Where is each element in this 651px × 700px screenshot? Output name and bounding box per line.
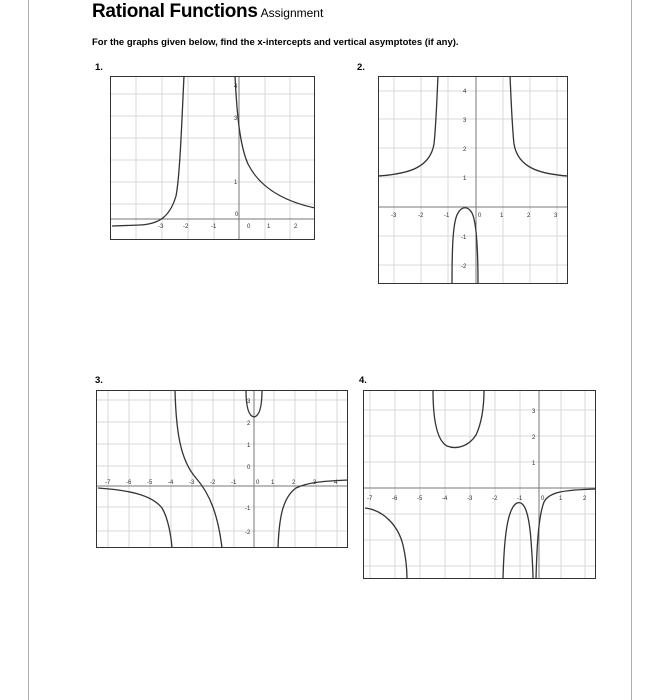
graph-1: [110, 76, 315, 240]
graph-2-x-tick: 1: [500, 213, 504, 219]
graph-2-y-tick: 4: [463, 89, 467, 95]
graph-4-x-tick: -3: [467, 496, 473, 502]
graph-2-x-tick: 2: [527, 213, 531, 219]
problem-4-number: 4.: [359, 375, 367, 386]
graph-3-x-tick: 3: [313, 480, 317, 486]
graph-1-y-tick: 1: [234, 180, 238, 186]
graph-3-x-tick: -1: [231, 480, 237, 486]
graph-2-y-tick: 1: [463, 176, 467, 182]
graph-3-x-tick: 1: [271, 480, 275, 486]
graph-3-x-tick: -7: [105, 480, 111, 486]
problem-3-number: 3.: [95, 375, 103, 386]
graph-2-y-tick: -2: [461, 264, 467, 270]
graph-3-x-tick: -2: [210, 480, 216, 486]
graph-4-y-tick: 1: [532, 461, 536, 467]
graph-4-x-tick: -1: [517, 496, 523, 502]
graph-2-y-tick: 3: [463, 118, 467, 124]
graph-4-x-tick: 2: [583, 496, 587, 502]
graph-3-y-tick: 3: [247, 399, 251, 405]
graph-3-x-tick: -6: [126, 480, 132, 486]
graph-1-y-tick: 4: [234, 84, 238, 90]
graph-4: [363, 390, 596, 579]
title-subtitle: Assignment: [260, 6, 324, 20]
graph-2-x-tick: 3: [554, 213, 558, 219]
graph-1-x-tick: 0: [247, 224, 251, 230]
graph-1-y-tick: 3: [234, 116, 238, 122]
graph-4-x-tick: -5: [417, 496, 423, 502]
graph-2: [378, 76, 568, 284]
graph-3-y-tick: 1: [247, 443, 251, 449]
graph-2-y-tick: -1: [461, 235, 467, 241]
graph-3-y-tick: 0: [247, 465, 251, 471]
instructions: For the graphs given below, find the x-intercepts and vertical asymptotes (if any).: [92, 37, 459, 48]
worksheet-title: [92, 1, 323, 23]
graph-2-x-tick: -1: [444, 213, 450, 219]
graph-4-y-tick: 2: [532, 435, 536, 441]
graph-3-x-tick: -5: [147, 480, 153, 486]
graph-1-x-tick: 2: [294, 224, 298, 230]
graph-1-x-tick: -1: [211, 224, 217, 230]
graph-3-x-tick: 2: [292, 480, 296, 486]
graph-3-y-tick: 2: [247, 421, 251, 427]
graph-3: [96, 390, 348, 548]
graph-2-x-tick: -3: [391, 213, 397, 219]
graph-3-y-tick: -1: [245, 506, 251, 512]
graph-1-x-tick: 1: [267, 224, 271, 230]
graph-1-x-tick: -3: [158, 224, 164, 230]
graph-4-x-tick: -7: [367, 496, 373, 502]
graph-2-x-tick: -2: [418, 213, 424, 219]
title-main: Rational Functions: [92, 1, 258, 22]
problem-2-number: 2.: [357, 62, 365, 73]
graph-4-x-tick: -2: [492, 496, 498, 502]
problem-1-number: 1.: [95, 62, 103, 73]
graph-3-x-tick: 4: [334, 480, 338, 486]
graph-3-x-tick: -3: [189, 480, 195, 486]
graph-4-y-tick: 3: [532, 409, 536, 415]
graph-3-x-tick: -4: [168, 480, 174, 486]
graph-1-x-tick: -2: [183, 224, 189, 230]
graph-4-x-tick: 0: [541, 496, 545, 502]
graph-4-x-tick: -4: [442, 496, 448, 502]
page-right-border: [631, 0, 632, 700]
graph-3-x-tick: 0: [256, 480, 260, 486]
graph-2-x-tick: 0: [478, 213, 482, 219]
page-left-border: [28, 0, 29, 700]
graph-1-y-tick: 0: [235, 212, 239, 218]
graph-4-x-tick: 1: [559, 496, 563, 502]
graph-3-y-tick: -2: [245, 530, 251, 536]
graph-4-x-tick: -6: [392, 496, 398, 502]
graph-2-y-tick: 2: [463, 147, 467, 153]
